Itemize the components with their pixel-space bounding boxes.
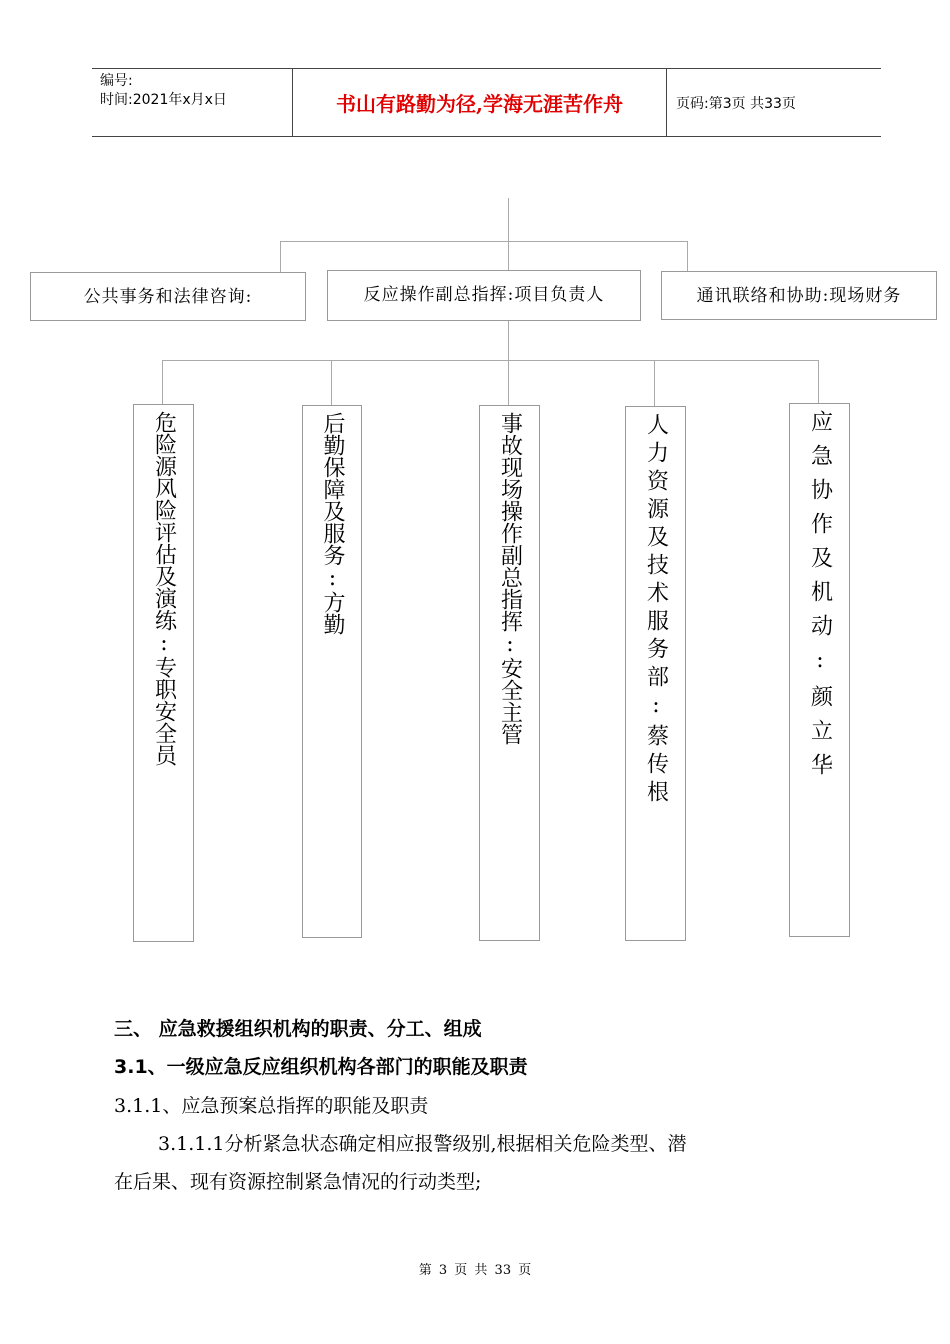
subsection-title: 3.1、一级应急反应组织机构各部门的职能及职责: [114, 1056, 528, 1078]
connector-line: [280, 241, 688, 242]
connector-line: [654, 360, 655, 406]
org-box-label: 事故现场操作副总指挥:安全主管: [497, 412, 523, 745]
connector-line: [818, 360, 819, 403]
org-box-logistics: [302, 405, 362, 938]
connector-line: [508, 320, 509, 361]
header-page-number: 页码:第3页 共33页: [676, 95, 796, 112]
org-box-label: 人力资源及技术服务部:蔡传根: [643, 413, 669, 808]
connector-line: [508, 241, 509, 270]
section-title: 三、 应急救援组织机构的职责、分工、组成: [114, 1018, 482, 1040]
paragraph-line: 在后果、现有资源控制紧急情况的行动类型;: [114, 1171, 482, 1193]
sub-subsection-title: 3.1.1、应急预案总指挥的职能及职责: [114, 1095, 429, 1117]
org-box-label: 危险源风险评估及演练:专职安全员: [151, 411, 177, 766]
org-box-accident-site: [479, 405, 540, 941]
org-box-communication: [661, 271, 937, 320]
connector-line: [162, 360, 163, 405]
org-box-label: 后勤保障及服务:方勤: [320, 412, 345, 635]
org-box-public-affairs: [30, 272, 306, 321]
org-box-label: 公共事务和法律咨询:: [83, 287, 253, 307]
org-box-hazard-assessment: [133, 404, 194, 942]
time-label: 时间:2021年x月x日: [100, 92, 227, 108]
connector-line: [508, 198, 509, 242]
org-box-label: 应急协作及机动:颜立华: [807, 410, 833, 787]
org-box-emergency-coordination: [789, 403, 850, 937]
connector-line: [687, 241, 688, 271]
connector-line: [508, 360, 509, 405]
connector-line: [331, 360, 332, 405]
page-footer: 第 3 页 共 33 页: [418, 1263, 532, 1278]
org-box-label: 反应操作副总指挥:项目负责人: [363, 285, 605, 305]
paragraph-line: 3.1.1.1分析紧急状态确定相应报警级别,根据相关危险类型、潜: [158, 1133, 687, 1155]
org-box-deputy-commander: [327, 270, 641, 321]
connector-line: [162, 360, 819, 361]
header-meta: [92, 69, 293, 136]
org-box-human-resources: [625, 406, 686, 941]
connector-line: [280, 241, 281, 272]
number-label: 编号:: [100, 73, 133, 89]
header-motto: 书山有路勤为径,学海无涯苦作舟: [293, 69, 667, 136]
org-box-label: 通讯联络和协助:现场财务: [696, 286, 902, 306]
page-header: [92, 68, 881, 137]
